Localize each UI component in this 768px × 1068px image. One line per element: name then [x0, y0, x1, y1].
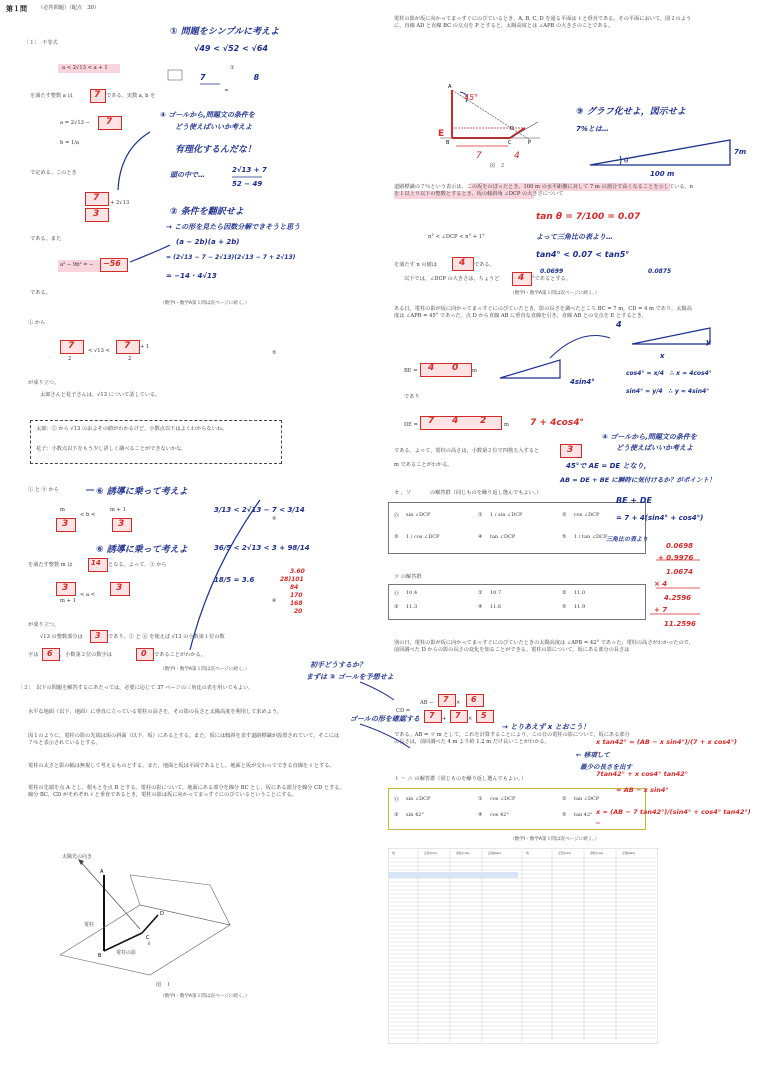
answer-box: 0 [136, 648, 154, 661]
table-header: 角 [392, 851, 396, 855]
answer-box: 4 [512, 272, 532, 286]
option-text: tan 42° [574, 812, 593, 818]
note: 7 8 [200, 73, 260, 82]
section-heading: 〔１〕 不等式 [24, 40, 58, 46]
option-text: 11.9 [574, 604, 586, 610]
text-line: を満たす整数 m は [28, 562, 73, 568]
note: 36/5 < 2√13 < 3 + 98/14 [214, 544, 310, 552]
note: 45°で AE = DE となり， [566, 462, 651, 470]
note: → とりあえず x とおこう！ [502, 723, 590, 731]
expr: × [468, 716, 473, 722]
option-number: ⑤ [562, 812, 567, 818]
note: √49 < √52 < √64 [194, 44, 268, 53]
option-number: ④ [478, 534, 483, 540]
text-line: である。よって，電柱の高さは，小数第２位で四捨五入すると [394, 448, 540, 454]
paragraph: 電柱の太さと影の幅は無視して考えるものとする。また，地面と坂は平面であるとし，地面と坂が交わってできる直線を ℓ とする。 [28, 763, 335, 769]
option-number: ⑤ [562, 534, 567, 540]
note: ← 移項して [576, 751, 610, 759]
expr: + [442, 716, 447, 722]
table-header: 余弦(cos) [590, 851, 604, 855]
option-text: tan ∠DCP [574, 796, 600, 802]
note: ゴールの形を確認する [350, 715, 420, 723]
option-number: ④ [478, 604, 483, 610]
page-2 [0, 310, 380, 675]
option-text: 1 / tan ∠DCP [574, 534, 608, 540]
frac: m [60, 507, 65, 513]
option-text: 11.3 [406, 604, 418, 610]
answer: 4 [452, 416, 459, 426]
answer: 2 [480, 416, 487, 426]
svg-text:E: E [438, 129, 445, 139]
option-text: cos ∠DCP [490, 796, 516, 802]
def-a: a = 2√13 − [60, 120, 90, 126]
option-number: ② [562, 796, 567, 802]
note: 168 [290, 600, 303, 607]
paragraph: である。AB = ツ m として，これを計算することにより，この日の電柱の影について，坂にある部分の長さは，前回調べた 4 m より約 1.2 m だけ長いことがわかる。 [394, 732, 630, 745]
unit: m [504, 422, 509, 428]
text-line: であることがわかる。 [154, 652, 206, 658]
note: 4sin4° [570, 378, 595, 386]
note: 7m [734, 148, 747, 156]
page-1 [0, 0, 380, 310]
paragraph: 道路標識の７％という表示は，この坂をのぼったとき，100 m の水平距離に対して 7 m の割合で高くなることを示している。n を１以上９以下の整数とするとき，坂の傾斜角 ∠DCP の大きさについて [394, 184, 693, 197]
choice-head: の解答群（同じものを繰り返し選んでもよい。） [430, 490, 542, 496]
text-line: ① と ④ から [28, 487, 59, 493]
text-line: である。また [30, 236, 62, 242]
option-text: 10.7 [490, 590, 502, 596]
note: 170 [290, 592, 303, 599]
text-line: 太郎さんと花子さんは，√13 について話している。 [40, 392, 161, 398]
note: 7%とは… [576, 125, 609, 133]
text-line: となる。よって，③ から [108, 562, 167, 568]
dialogue-taro: 太郎：⑤ から √13 のおよその値がわかるけど，小数点以下はよくわからないね。 [36, 426, 228, 432]
answer-box: 7 [60, 340, 84, 354]
option-text: 1 / cos ∠DCP [406, 534, 440, 540]
den: 2 [68, 356, 72, 362]
continue-note: （数学Ⅰ・数学A第１問は次ページに続く。） [160, 667, 250, 672]
answer-box: 7 [450, 710, 468, 723]
annotation-strokes [0, 310, 380, 675]
figure-label: 太陽光の向き [62, 854, 93, 860]
answer-box: 7 [90, 89, 106, 103]
note: 11.2596 [664, 620, 696, 628]
problem-points: （必答問題）（配点 30） [38, 5, 100, 11]
option-text: 1 / sin ∠DCP [490, 512, 523, 518]
answer-box: 7 [85, 192, 109, 206]
continue-note: （数学Ⅰ・数学A第１問は次ページに続く。） [160, 301, 250, 306]
text-line: m であることがわかる。 [394, 462, 453, 468]
answer-box: 3 [560, 444, 582, 458]
svg-text:45°: 45° [464, 93, 479, 102]
text-line: である。実数 a, b を [106, 93, 156, 99]
table-header: 正接(tan) [488, 851, 502, 855]
note: sin4° = y/4 ∴ y = 4sin4° [626, 388, 710, 395]
expr: < √13 < [88, 348, 110, 354]
answer-box: −56 [100, 258, 128, 272]
note: tan θ = 7/100 = 0.07 [536, 212, 641, 222]
answer-box: 3 [112, 518, 132, 532]
svg-text:C: C [508, 140, 512, 146]
note: ⑨ グラフ化せよ，図示せよ [576, 107, 686, 117]
expr: a² − 9b² = − [60, 262, 94, 268]
frac: m + 1 [110, 507, 126, 513]
note: 三角比の表より [606, 536, 649, 543]
choice-label: セ ，ソ [394, 490, 412, 496]
option-number: ③ [394, 604, 399, 610]
answer-box: 7 [424, 710, 442, 723]
option-number: ⓪ [394, 591, 400, 597]
answer-box: 3 [85, 208, 109, 222]
note: 52 − 49 [232, 180, 263, 188]
option-number: ④ [478, 812, 483, 818]
note: ① 問題をシンプルに考えよ [170, 27, 280, 37]
answer: 7 [428, 416, 435, 426]
page-4 [380, 0, 768, 298]
table-header: 正接(tan) [622, 851, 636, 855]
svg-text:B: B [446, 140, 450, 146]
note: 0.0698 [666, 542, 694, 550]
option-text: 11.0 [574, 590, 586, 596]
note: よって三角比の表より… [536, 233, 613, 241]
note: 3.60 [290, 568, 305, 575]
table-header: 角 [526, 851, 530, 855]
eq-number: ① [230, 65, 235, 71]
trig-table [388, 848, 658, 1044]
text-line: 以下では，∠DCP の大きさは，ちょうど [404, 276, 500, 282]
note: BE + DE [616, 496, 652, 505]
option-number: ③ [394, 534, 399, 540]
page-6 [306, 638, 768, 848]
option-number: ③ [394, 812, 399, 818]
figure-label: 電柱の影 [116, 950, 137, 956]
text-line: を満たす n の値は [394, 262, 437, 268]
svg-text:A: A [100, 869, 104, 875]
note: 20 [294, 608, 303, 615]
note: ② 条件を翻訳せよ [170, 207, 244, 217]
paragraph: ある日，電柱の影が坂に向かってまっすぐにのびていたとき，影の長さを調べたところ BC = 7 m，CD = 4 m であり，太陽高度は ∠APB = 45° であった。点 D から直線 AB に垂直な直線を引き，直線 AB との交点を E とするとき， [394, 306, 692, 319]
unit: m [472, 368, 477, 374]
text-line: である。 [30, 290, 51, 296]
answer: 0 [452, 363, 459, 373]
option-number: ② [562, 512, 567, 518]
dialogue-hanako: 花子：小数点以下をもう少し詳しく調べることができないかな。 [36, 446, 187, 452]
note: 頭の中で… [170, 171, 205, 179]
note: ④ ゴールから,問題文の条件を [160, 111, 255, 119]
note: tan4° < 0.07 < tan5° [536, 250, 630, 259]
note: 28)101 [280, 576, 304, 583]
option-text: 10.4 [406, 590, 418, 596]
note: ④ ゴールから,問題文の条件を [602, 433, 697, 441]
figure-label: 電柱 [84, 922, 95, 928]
answer-box: 7 [438, 694, 456, 707]
note: cos4° = x/4 ∴ x = 4cos4° [626, 370, 712, 377]
def-b: b = 1/a [60, 140, 80, 146]
note: 7 + 4cos4° [530, 418, 584, 428]
continue-note: （数学Ⅰ・数学A第１問は次ページに続く。） [510, 837, 600, 842]
option-number: ⓪ [394, 797, 400, 803]
table-header: 正弦(sin) [558, 851, 571, 855]
note: 3/13 < 2√13 − 7 < 3/14 [214, 506, 305, 514]
svg-text:C: C [146, 935, 150, 941]
note: 1.0674 [666, 568, 694, 576]
text-line: 字は [28, 652, 39, 658]
note: 初手どうするか？ [310, 661, 366, 669]
problem-title: 第１問 [6, 5, 27, 13]
continue-note: （数学Ⅰ・数学A第１問は次ページに続く。） [160, 994, 250, 999]
answer-box: 14 [88, 558, 108, 572]
expr: + 1 [140, 344, 150, 350]
den: 2 [128, 356, 132, 362]
text-line: ，小数第２位の数字は [60, 652, 112, 658]
answer-box: 6 [466, 694, 484, 707]
annotation-strokes [380, 298, 768, 638]
answer-box: 4 [452, 257, 474, 271]
note: + 0.9976 [658, 554, 694, 562]
cd-label: CD = [396, 708, 411, 714]
annotation-strokes [300, 638, 768, 848]
note: どう使えばいいか考えよ [175, 123, 252, 131]
note: ⑥ 誘導に乗って考えよ [96, 487, 188, 497]
page-7-trig-table [380, 848, 768, 1048]
note: x [660, 352, 665, 360]
text-line: である。 [474, 262, 495, 268]
text-line: であり，② と ⑥ を使えば √13 の小数第１位の数 [108, 634, 225, 640]
svg-text:7: 7 [476, 151, 482, 161]
expr: + 2√13 [110, 200, 130, 206]
den: m + 1 [60, 598, 76, 604]
table-header: 正弦(sin) [424, 851, 437, 855]
option-text: cos 42° [490, 812, 509, 818]
option-number: ⓪ [394, 513, 400, 519]
answer-box: 3 [90, 630, 108, 643]
option-number: ① [478, 796, 483, 802]
note: 0.0875 [648, 268, 672, 275]
option-text: tan ∠DCP [490, 534, 516, 540]
answer-box: 3 [56, 582, 76, 596]
note: x = (AB − 7 tan42°)/(sin4° + cos4° tan42°) [596, 808, 751, 816]
svg-text:A: A [448, 84, 452, 90]
expr: AB − [420, 700, 434, 706]
text-line: √13 の整数部分は [40, 634, 83, 640]
paragraph: 図１のように，電柱の影の先端は坂の斜面（以下，坂）にあるとする。また，坂には傾斜を表す道路標識が設置されていて，そこには７％と表示されているとする。 [28, 733, 340, 746]
note: × 4 [654, 580, 668, 588]
option-text: cos ∠DCP [574, 512, 600, 518]
svg-text:D: D [160, 911, 164, 917]
note: → この形を見たら因数分解できそうと思う [166, 223, 301, 231]
note: 7tan42° + x cos4° tan42° [596, 770, 689, 778]
note: ⑥ 誘導に乗って考えよ [96, 545, 188, 555]
note: 最少の長さを出す [580, 763, 632, 771]
de-label: DE = [404, 422, 418, 428]
svg-text:ℓ: ℓ [148, 941, 151, 947]
eq-number: ④ [272, 516, 277, 522]
text-line: を満たす整数 a は [30, 93, 73, 99]
note: + 7 [654, 606, 668, 614]
option-text: sin ∠DCP [406, 796, 431, 802]
note: = 7 + 4(sin4° + cos4°) [616, 514, 704, 522]
paragraph: 電柱の先端を点 A とし，根もとを点 B とする。電柱の影について，地面にある部分を線分 BC とし，坂にある部分を線分 CD とする。線分 BC，CD がそれぞれ ℓ と垂直であるとき，電柱の影は坂に向かってまっすぐにのびているということにする。 [28, 785, 345, 798]
svg-text:D: D [510, 126, 514, 132]
note: x tan42° = (AB − x sin4°)/(7 + x cos4°) [596, 738, 737, 746]
be-label: BE = [404, 368, 418, 374]
answer-box: 3 [56, 518, 76, 532]
text-line: が成り立つ。 [28, 380, 59, 386]
answer-box: 3 [110, 582, 130, 596]
option-number: ⑤ [562, 604, 567, 610]
answer-box: 6 [42, 648, 60, 661]
note: まずは ③ ゴールを予想せよ [306, 673, 394, 681]
note: 2√13 + 7 [232, 166, 267, 174]
choice-head: ト ～ ニ の解答群（同じものを繰り返し選んでもよい。） [394, 776, 527, 782]
text-line: が成り立つ。 [28, 622, 59, 628]
section-2: 〔２〕 以下の問題を解答するにあたっては，必要に応じて 37 ページの三角比の表を用いてもよい。 [18, 685, 254, 691]
text-line: °であるとする。 [532, 276, 571, 282]
inequality: a < 2√13 < a + 1 [62, 65, 108, 71]
choice-head: ツ の解答群 [394, 574, 422, 580]
eq-number: ⑥ [272, 598, 277, 604]
svg-text:P: P [528, 140, 532, 146]
note: 100 m [650, 170, 675, 178]
text-line: で定める。このとき [30, 170, 77, 176]
option-number: ① [478, 590, 483, 596]
svg-text:B: B [98, 953, 102, 959]
paragraph: 電柱の影が坂に向かってまっすぐにのびているとき，A, B, C, D を通る平面は ℓ と垂直である。その平面において，図２のように，直線 AD と直線 BC の交点を P とすると，太陽高度とは ∠APB の大きさのことである。 [394, 16, 692, 29]
option-number: ② [562, 590, 567, 596]
expr: < a < [80, 592, 96, 598]
note: = −14 · 4√13 [166, 272, 217, 280]
option-text: 11.6 [490, 604, 502, 610]
annotation-strokes [0, 0, 380, 310]
note: 4 [616, 320, 622, 329]
note: 有理化するんだな！ [175, 145, 257, 155]
answer: 4 [428, 363, 435, 373]
svg-text:4: 4 [514, 151, 520, 161]
note: AB = DE + BE に瞬時に気付けるか？がポイント！ [560, 476, 716, 484]
answer-box: 5 [476, 710, 494, 723]
continue-note: （数学Ⅰ・数学A第１問は次ページに続く。） [510, 291, 600, 296]
note: y [706, 338, 711, 346]
inequality: n° < ∠DCP < n° + 1° [428, 234, 485, 240]
text-line: ① から [28, 320, 46, 326]
note: 18/5 = 3.6 [214, 576, 255, 584]
note: 4.2596 [664, 594, 692, 602]
note: 0.0699 [540, 268, 564, 275]
eq-number: ⑤ [272, 350, 277, 356]
option-text: sin 42° [406, 812, 424, 818]
paragraph: 別の日，電柱の影が坂に向かってまっすぐにのびていたときの太陽高度は ∠APB = 42° であった。電柱の高さがわかったので，前回調べた D からの影の長さの変化を知ることができる。電柱の影について，坂にある部分の長さは [394, 640, 694, 653]
table-header: 余弦(cos) [456, 851, 470, 855]
note: = AB − x sin4° [616, 786, 669, 794]
answer-box: 7 [116, 340, 140, 354]
note: どう使えばいいか考えよ [616, 444, 693, 452]
text-line: であり [404, 394, 420, 400]
option-text: sin ∠DCP [406, 512, 431, 518]
note: (a − 2b)(a + 2b) [176, 238, 240, 246]
expr: < b < [80, 512, 96, 518]
note: = (2√13 − 7 − 2√13)(2√13 − 7 + 2√13) [166, 254, 296, 261]
note: 84 [290, 584, 299, 591]
expr: × [456, 700, 461, 706]
answer-box: 7 [98, 116, 122, 130]
figure-caption: 図 １ [156, 982, 172, 988]
option-number: ① [478, 512, 483, 518]
page-5 [380, 298, 768, 638]
svg-text:θ: θ [624, 157, 629, 165]
paragraph: 水平な地面（以下，地面）に垂直に立っている電柱の高さを，その影の長さと太陽高度を利用して求めよう。 [28, 709, 283, 715]
figure-caption: 図 ２ [490, 163, 506, 169]
